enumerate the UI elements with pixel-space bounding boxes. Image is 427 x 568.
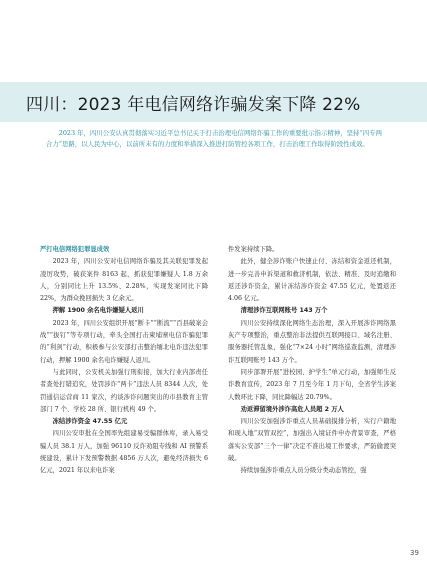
page-number: 39 [410, 549, 419, 557]
paragraph: 四川公安审批在全国率先组建易受骗群体库，录入易受骗人员 38.1 万人，加强 96110 反诈劝阻专线和 AI 预警系统建设，累计下发预警数据 4856 万人次，避免经济损失 6 亿元，2021 年以来电诈案 [40, 430, 208, 475]
left-column [40, 244, 208, 478]
paragraph: 件发案持续下降。 [228, 246, 279, 253]
paragraph: 2023 年，四川公安对电信网络诈骗及其关联犯罪发起凌厉攻势，破获案件 8163 起，抓获犯罪嫌疑人 1.8 万余人，分别同比上升 13.5%、2.28%，实现发案同比下降 22%，为群众挽回损失 3 亿余元。 [40, 258, 208, 303]
page-title: 四川：2023 年电信网络诈骗发案下降 22% [26, 95, 361, 115]
paragraph: 同步部署开展“进校园、护学生”单元行动，加强师生反诈教育宣传，2023 年 7 月至今年 1 月下旬，全省学生涉案人数环比下降，同比降幅达 20.79%。 [228, 368, 396, 401]
paragraph: 持续加强涉诈重点人员分级分类动态管控，强 [240, 467, 367, 475]
paragraph: 四川公安持续深化网络生态治理，深入开展涉诈网络黑灰产专项整治，重点整治非法提供互联网接口、域名注册、服务器托管乱象，强化“7×24 小时”网络巡查监测，清理涉诈互联网账号 143 万个。 [228, 319, 396, 364]
subheading: 押解 1900 余名电诈嫌疑人返川 [52, 307, 144, 315]
subheading: 冻结涉诈资金 47.55 亿元 [52, 418, 128, 426]
right-column [228, 244, 396, 478]
paragraph: 2023 年，四川公安组织开展“断卡”“断流”“百县破案会战”“拔钉”等专项行动，牵头全国打击柬埔寨电信诈骗犯罪的“利剑”行动，积极参与公安部打击整治缅北电诈违法犯罪行动，押解 1900 余名电诈嫌疑人返川。 [40, 319, 208, 364]
section-heading: 严打电信网络犯罪显成效 [40, 246, 110, 253]
intro-paragraph: 2023 年，四川公安认真贯彻落实习近平总书记关于打击治理电信网络诈骗工作的重要批示指示精神，坚持“四专两合力”思路，以人民为中心，以前所未有的力度和举措深入推进打防管控各项工作，打击治理工作取得阶段性成效。 [46, 129, 382, 148]
paragraph: 此外，健全涉诈账户快速止付、冻结和资金返还机制，进一步完善申诉渠道和救济机制，依法、精准、及时追缴和返还涉诈资金，累计冻结涉诈资金 47.55 亿元，处置返还 4.06 亿元。 [228, 258, 396, 303]
subheading: 清理涉诈互联网账号 143 万个 [240, 307, 328, 315]
subheading: 劝返滞留境外涉诈高危人员超 2 万人 [240, 405, 344, 413]
paragraph: 与此同时，公安机关加强行刑衔接，加大行业内部责任者查处打错追究，处罚涉诈“两卡”违法人员 8344 人次，处罚通信运营商 11 家次，约谈涉诈问题突出的市县教育主管部门 7 个、学校 28 所、银行机构 49 个。 [40, 368, 208, 413]
paragraph: 四川公安加强涉诈重点人员基础摸排分析，实行户籍地和现入地“双管双控”，加强出入境证件申办背景审查，严格落实公安部“三个一律”决定不准出境工作要求，严防偷渡突破。 [228, 418, 396, 463]
